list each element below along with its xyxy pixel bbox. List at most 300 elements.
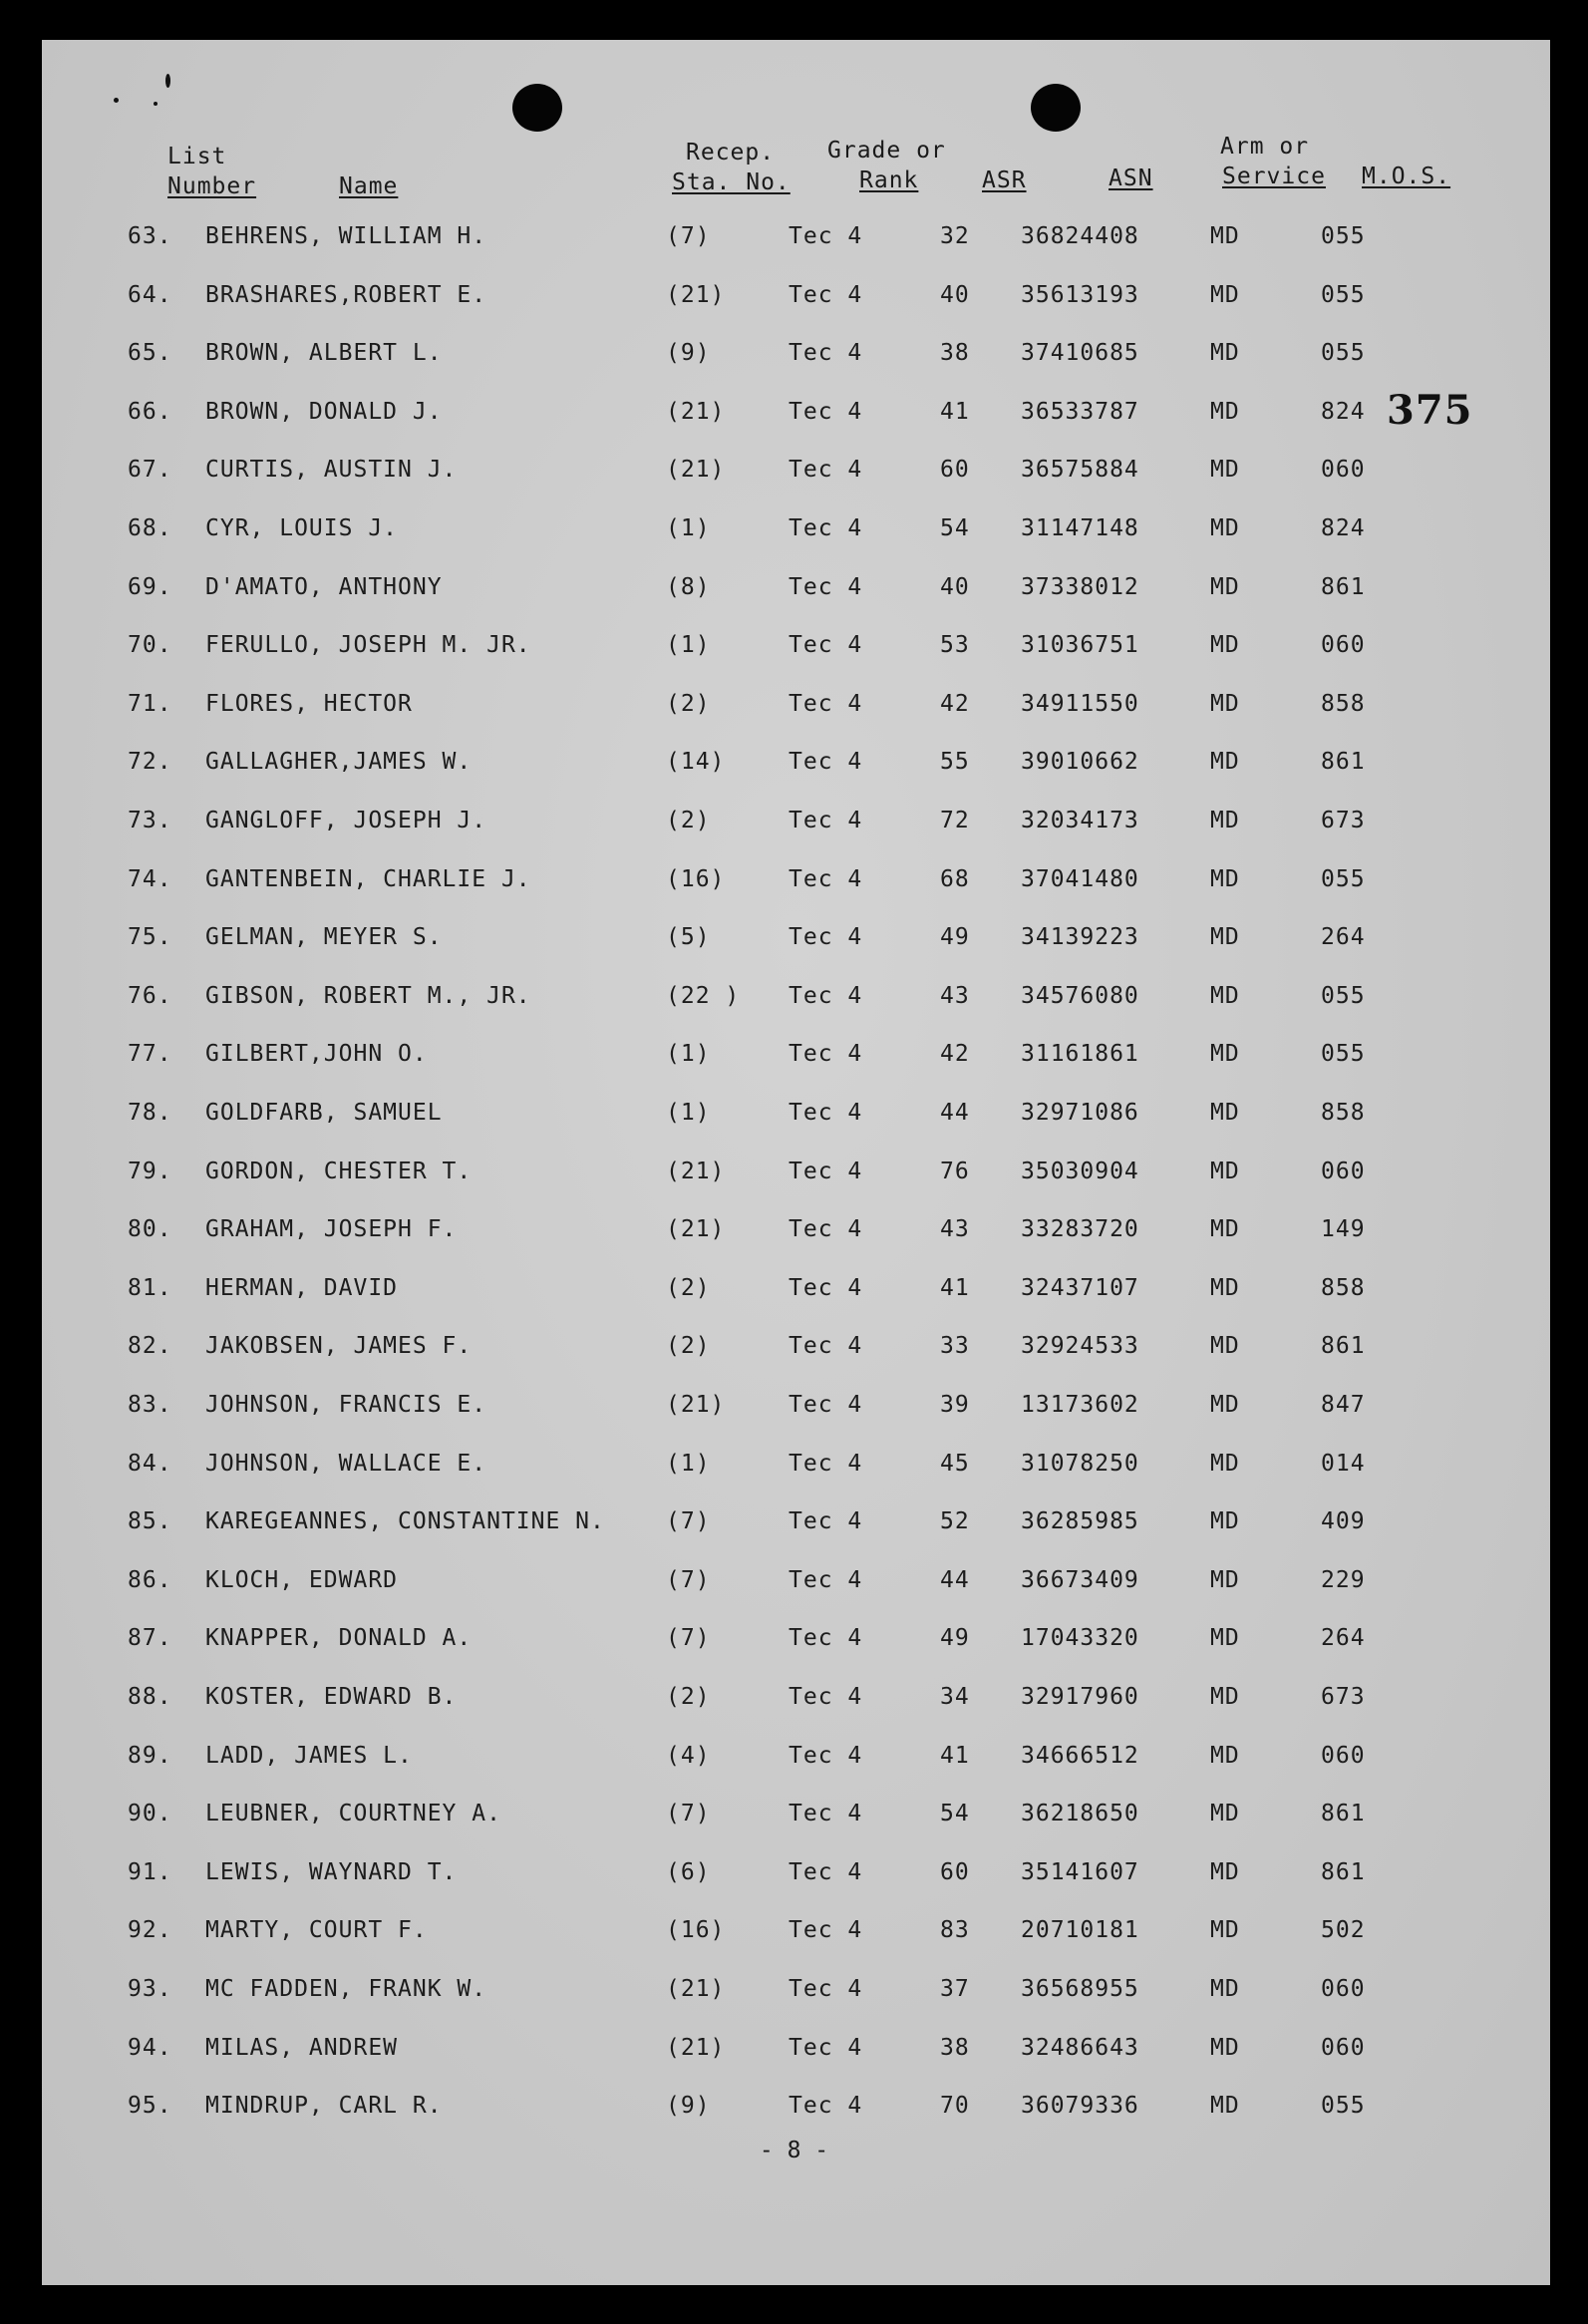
reception-station: (21) (666, 1976, 726, 2002)
reception-station: (1) (666, 515, 711, 541)
table-row (0, 1686, 1588, 1726)
table-row (0, 1043, 1588, 1083)
army-serial-number: 36285985 (1021, 1508, 1139, 1535)
army-serial-number: 37410685 (1021, 340, 1139, 367)
arm-service: MD (1210, 1801, 1240, 1827)
list-number: 77. (128, 1041, 172, 1068)
reception-station: (2) (666, 1684, 711, 1710)
mos-code: 824 (1321, 515, 1366, 541)
army-serial-number: 36575884 (1021, 457, 1139, 484)
asr-score: 55 (940, 749, 970, 776)
asr-score: 83 (940, 1917, 970, 1944)
soldier-name: GALLAGHER,JAMES W. (205, 749, 473, 776)
asr-score: 41 (940, 1274, 970, 1301)
army-serial-number: 34576080 (1021, 982, 1139, 1009)
reception-station: (21) (666, 457, 726, 484)
table-row (0, 225, 1588, 265)
reception-station: (21) (666, 281, 726, 308)
asr-score: 72 (940, 808, 970, 833)
soldier-name: FLORES, HECTOR (205, 690, 413, 717)
list-number: 80. (128, 1216, 172, 1243)
reception-station: (2) (666, 690, 711, 717)
reception-station: (9) (666, 340, 711, 367)
reception-station: (21) (666, 1392, 726, 1418)
list-number: 91. (128, 1858, 172, 1885)
list-number: 85. (128, 1508, 172, 1535)
reception-station: (1) (666, 1450, 711, 1477)
mos-code: 858 (1321, 1100, 1366, 1126)
army-serial-number: 31036751 (1021, 632, 1139, 659)
page-number: - 8 - (759, 2138, 829, 2163)
list-number: 73. (128, 808, 172, 833)
mos-code: 014 (1321, 1450, 1366, 1477)
arm-service: MD (1210, 749, 1240, 776)
reception-station: (1) (666, 632, 711, 659)
list-number: 79. (128, 1158, 172, 1184)
list-number: 66. (128, 398, 172, 425)
mos-code: 858 (1321, 1274, 1366, 1301)
mos-code: 673 (1321, 1684, 1366, 1710)
mos-code: 060 (1321, 1976, 1366, 2002)
list-number: 67. (128, 457, 172, 484)
table-row (0, 810, 1588, 849)
asr-score: 41 (940, 1742, 970, 1769)
stamped-number: 375 (1387, 387, 1473, 434)
reception-station: (9) (666, 2093, 711, 2120)
reception-station: (7) (666, 223, 711, 249)
table-row (0, 1218, 1588, 1258)
reception-station: (6) (666, 1858, 711, 1885)
asr-score: 76 (940, 1158, 970, 1184)
soldier-name: MINDRUP, CARL R. (205, 2093, 443, 2120)
reception-station: (21) (666, 398, 726, 425)
grade-rank: Tec 4 (789, 1041, 863, 1068)
list-number: 82. (128, 1333, 172, 1360)
header-asn: ASN (1109, 166, 1153, 191)
grade-rank: Tec 4 (789, 1976, 863, 2002)
soldier-name: KOSTER, EDWARD B. (205, 1684, 458, 1710)
army-serial-number: 34139223 (1021, 924, 1139, 951)
army-serial-number: 34911550 (1021, 690, 1139, 717)
arm-service: MD (1210, 1917, 1240, 1944)
army-serial-number: 36533787 (1021, 398, 1139, 425)
mos-code: 861 (1321, 1333, 1366, 1360)
reception-station: (7) (666, 1625, 711, 1652)
soldier-name: GANGLOFF, JOSEPH J. (205, 808, 487, 833)
mos-code: 264 (1321, 1625, 1366, 1652)
reception-station: (2) (666, 1274, 711, 1301)
grade-rank: Tec 4 (789, 924, 863, 951)
mos-code: 055 (1321, 340, 1366, 367)
list-number: 74. (128, 865, 172, 892)
list-number: 78. (128, 1100, 172, 1126)
grade-rank: Tec 4 (789, 1508, 863, 1535)
reception-station: (16) (666, 865, 726, 892)
header-list-number-line1: List (167, 144, 227, 169)
asr-score: 34 (940, 1684, 970, 1710)
table-row (0, 1102, 1588, 1142)
reception-station: (2) (666, 1333, 711, 1360)
reception-station: (5) (666, 924, 711, 951)
grade-rank: Tec 4 (789, 1158, 863, 1184)
mos-code: 264 (1321, 924, 1366, 951)
list-number: 63. (128, 223, 172, 249)
table-row (0, 459, 1588, 498)
army-serial-number: 31161861 (1021, 1041, 1139, 1068)
list-number: 69. (128, 573, 172, 600)
grade-rank: Tec 4 (789, 808, 863, 833)
mos-code: 055 (1321, 2093, 1366, 2120)
grade-rank: Tec 4 (789, 2034, 863, 2061)
reception-station: (8) (666, 573, 711, 600)
army-serial-number: 33283720 (1021, 1216, 1139, 1243)
table-row (0, 1510, 1588, 1550)
grade-rank: Tec 4 (789, 515, 863, 541)
soldier-name: BRASHARES,ROBERT E. (205, 281, 487, 308)
reception-station: (2) (666, 808, 711, 833)
mos-code: 861 (1321, 1801, 1366, 1827)
list-number: 65. (128, 340, 172, 367)
arm-service: MD (1210, 924, 1240, 951)
list-number: 93. (128, 1976, 172, 2002)
arm-service: MD (1210, 1450, 1240, 1477)
grade-rank: Tec 4 (789, 1684, 863, 1710)
grade-rank: Tec 4 (789, 1216, 863, 1243)
soldier-name: CURTIS, AUSTIN J. (205, 457, 458, 484)
table-row (0, 398, 1588, 441)
ink-speck (165, 74, 170, 88)
list-number: 68. (128, 515, 172, 541)
asr-score: 54 (940, 1801, 970, 1827)
grade-rank: Tec 4 (789, 1742, 863, 1769)
soldier-name: JAKOBSEN, JAMES F. (205, 1333, 473, 1360)
table-row (0, 1274, 1588, 1317)
grade-rank: Tec 4 (789, 1566, 863, 1593)
soldier-name: GANTENBEIN, CHARLIE J. (205, 865, 531, 892)
header-recep-line1: Recep. (686, 140, 776, 166)
arm-service: MD (1210, 808, 1240, 833)
arm-service: MD (1210, 1976, 1240, 2002)
army-serial-number: 17043320 (1021, 1625, 1139, 1652)
list-number: 70. (128, 632, 172, 659)
mos-code: 149 (1321, 1216, 1366, 1243)
soldier-name: GELMAN, MEYER S. (205, 924, 443, 951)
asr-score: 38 (940, 2034, 970, 2061)
grade-rank: Tec 4 (789, 632, 863, 659)
header-grade-line2: Rank (859, 167, 919, 193)
army-serial-number: 31078250 (1021, 1450, 1139, 1477)
asr-score: 44 (940, 1566, 970, 1593)
list-number: 92. (128, 1917, 172, 1944)
arm-service: MD (1210, 2093, 1240, 2120)
grade-rank: Tec 4 (789, 2093, 863, 2120)
mos-code: 824 (1321, 398, 1366, 425)
table-row (0, 2095, 1588, 2135)
table-row (0, 690, 1588, 733)
header-asr: ASR (982, 167, 1027, 193)
asr-score: 41 (940, 398, 970, 425)
asr-score: 32 (940, 223, 970, 249)
list-number: 89. (128, 1742, 172, 1769)
asr-score: 68 (940, 865, 970, 892)
list-number: 88. (128, 1684, 172, 1710)
army-serial-number: 20710181 (1021, 1917, 1139, 1944)
soldier-name: GILBERT,JOHN O. (205, 1041, 428, 1068)
table-row (0, 281, 1588, 324)
reception-station: (16) (666, 1917, 726, 1944)
arm-service: MD (1210, 515, 1240, 541)
arm-service: MD (1210, 1625, 1240, 1652)
table-row (0, 926, 1588, 966)
asr-score: 37 (940, 1976, 970, 2002)
arm-service: MD (1210, 1742, 1240, 1769)
soldier-name: BROWN, ALBERT L. (205, 340, 443, 367)
table-row (0, 1158, 1588, 1200)
asr-score: 38 (940, 340, 970, 367)
reception-station: (7) (666, 1566, 711, 1593)
reception-station: (21) (666, 1158, 726, 1184)
mos-code: 229 (1321, 1566, 1366, 1593)
grade-rank: Tec 4 (789, 982, 863, 1009)
header-name: Name (339, 173, 399, 199)
mos-code: 060 (1321, 632, 1366, 659)
army-serial-number: 36218650 (1021, 1801, 1139, 1827)
mos-code: 060 (1321, 457, 1366, 484)
mos-code: 502 (1321, 1917, 1366, 1944)
header-recep-line2: Sta. No. (672, 169, 791, 195)
mos-code: 409 (1321, 1508, 1366, 1535)
arm-service: MD (1210, 865, 1240, 892)
soldier-name: GOLDFARB, SAMUEL (205, 1100, 443, 1126)
soldier-name: LEUBNER, COURTNEY A. (205, 1801, 501, 1827)
reception-station: (1) (666, 1041, 711, 1068)
soldier-name: KLOCH, EDWARD (205, 1566, 399, 1593)
mos-code: 055 (1321, 1041, 1366, 1068)
soldier-name: GIBSON, ROBERT M., JR. (205, 982, 531, 1009)
asr-score: 43 (940, 1216, 970, 1243)
table-row (0, 1919, 1588, 1959)
army-serial-number: 31147148 (1021, 515, 1139, 541)
grade-rank: Tec 4 (789, 457, 863, 484)
asr-score: 43 (940, 982, 970, 1009)
grade-rank: Tec 4 (789, 1801, 863, 1827)
list-number: 72. (128, 749, 172, 776)
army-serial-number: 35141607 (1021, 1858, 1139, 1885)
list-number: 81. (128, 1274, 172, 1301)
list-number: 76. (128, 982, 172, 1009)
list-number: 71. (128, 690, 172, 717)
arm-service: MD (1210, 223, 1240, 249)
army-serial-number: 36673409 (1021, 1566, 1139, 1593)
army-serial-number: 13173602 (1021, 1392, 1139, 1418)
army-serial-number: 36824408 (1021, 223, 1139, 249)
mos-code: 060 (1321, 1742, 1366, 1769)
mos-code: 055 (1321, 865, 1366, 892)
arm-service: MD (1210, 1100, 1240, 1126)
header-list-number-line2: Number (167, 173, 257, 199)
asr-score: 33 (940, 1333, 970, 1360)
arm-service: MD (1210, 1858, 1240, 1885)
arm-service: MD (1210, 982, 1240, 1009)
soldier-name: FERULLO, JOSEPH M. JR. (205, 632, 531, 659)
asr-score: 45 (940, 1450, 970, 1477)
grade-rank: Tec 4 (789, 865, 863, 892)
soldier-name: HERMAN, DAVID (205, 1274, 399, 1301)
table-row (0, 2034, 1588, 2077)
grade-rank: Tec 4 (789, 340, 863, 367)
table-row (0, 517, 1588, 557)
army-serial-number: 39010662 (1021, 749, 1139, 776)
army-serial-number: 37041480 (1021, 865, 1139, 892)
table-row (0, 1566, 1588, 1609)
asr-score: 40 (940, 573, 970, 600)
list-number: 94. (128, 2034, 172, 2061)
soldier-name: LEWIS, WAYNARD T. (205, 1858, 458, 1885)
arm-service: MD (1210, 1333, 1240, 1360)
mos-code: 847 (1321, 1392, 1366, 1418)
asr-score: 60 (940, 1858, 970, 1885)
table-row (0, 1394, 1588, 1434)
arm-service: MD (1210, 690, 1240, 717)
asr-score: 42 (940, 1041, 970, 1068)
mos-code: 055 (1321, 281, 1366, 308)
grade-rank: Tec 4 (789, 398, 863, 425)
arm-service: MD (1210, 1566, 1240, 1593)
reception-station: (22 ) (666, 982, 741, 1009)
list-number: 75. (128, 924, 172, 951)
table-row (0, 1335, 1588, 1375)
ink-speck (114, 98, 119, 103)
grade-rank: Tec 4 (789, 1274, 863, 1301)
soldier-name: LADD, JAMES L. (205, 1742, 413, 1769)
arm-service: MD (1210, 1392, 1240, 1418)
reception-station: (7) (666, 1508, 711, 1535)
arm-service: MD (1210, 2034, 1240, 2061)
soldier-name: JOHNSON, WALLACE E. (205, 1450, 487, 1477)
arm-service: MD (1210, 1684, 1240, 1710)
soldier-name: MILAS, ANDREW (205, 2034, 399, 2061)
arm-service: MD (1210, 1274, 1240, 1301)
asr-score: 49 (940, 924, 970, 951)
army-serial-number: 36568955 (1021, 1976, 1139, 2002)
list-number: 95. (128, 2093, 172, 2120)
asr-score: 54 (940, 515, 970, 541)
arm-service: MD (1210, 1041, 1240, 1068)
asr-score: 60 (940, 457, 970, 484)
mos-code: 060 (1321, 1158, 1366, 1184)
arm-service: MD (1210, 281, 1240, 308)
list-number: 87. (128, 1625, 172, 1652)
asr-score: 70 (940, 2093, 970, 2120)
table-row (0, 1858, 1588, 1901)
mos-code: 861 (1321, 749, 1366, 776)
army-serial-number: 32917960 (1021, 1684, 1139, 1710)
soldier-name: BROWN, DONALD J. (205, 398, 443, 425)
mos-code: 055 (1321, 223, 1366, 249)
reception-station: (21) (666, 2034, 726, 2061)
table-row (0, 751, 1588, 791)
table-row (0, 982, 1588, 1025)
asr-score: 52 (940, 1508, 970, 1535)
table-row (0, 1450, 1588, 1493)
header-arm-line1: Arm or (1220, 134, 1310, 160)
soldier-name: GRAHAM, JOSEPH F. (205, 1216, 458, 1243)
grade-rank: Tec 4 (789, 1450, 863, 1477)
table-row (0, 1978, 1588, 2018)
asr-score: 42 (940, 690, 970, 717)
header-arm-line2: Service (1222, 164, 1326, 189)
grade-rank: Tec 4 (789, 690, 863, 717)
grade-rank: Tec 4 (789, 573, 863, 600)
army-serial-number: 35030904 (1021, 1158, 1139, 1184)
header-mos: M.O.S. (1362, 164, 1451, 189)
soldier-name: D'AMATO, ANTHONY (205, 573, 443, 600)
reception-station: (7) (666, 1801, 711, 1827)
soldier-name: KAREGEANNES, CONSTANTINE N. (205, 1508, 605, 1535)
mos-code: 861 (1321, 1858, 1366, 1885)
army-serial-number: 37338012 (1021, 573, 1139, 600)
grade-rank: Tec 4 (789, 1917, 863, 1944)
reception-station: (21) (666, 1216, 726, 1243)
list-number: 64. (128, 281, 172, 308)
list-number: 86. (128, 1566, 172, 1593)
soldier-name: MARTY, COURT F. (205, 1917, 428, 1944)
army-serial-number: 32971086 (1021, 1100, 1139, 1126)
army-serial-number: 32034173 (1021, 808, 1139, 833)
grade-rank: Tec 4 (789, 1100, 863, 1126)
soldier-name: KNAPPER, DONALD A. (205, 1625, 473, 1652)
grade-rank: Tec 4 (789, 1392, 863, 1418)
mos-code: 673 (1321, 808, 1366, 833)
list-number: 83. (128, 1392, 172, 1418)
army-serial-number: 35613193 (1021, 281, 1139, 308)
arm-service: MD (1210, 632, 1240, 659)
army-serial-number: 32437107 (1021, 1274, 1139, 1301)
arm-service: MD (1210, 1158, 1240, 1184)
grade-rank: Tec 4 (789, 1625, 863, 1652)
army-serial-number: 34666512 (1021, 1742, 1139, 1769)
table-row (0, 342, 1588, 382)
mos-code: 055 (1321, 982, 1366, 1009)
table-row (0, 865, 1588, 908)
grade-rank: Tec 4 (789, 1333, 863, 1360)
table-row (0, 634, 1588, 674)
soldier-name: BEHRENS, WILLIAM H. (205, 223, 487, 249)
grade-rank: Tec 4 (789, 1858, 863, 1885)
reception-station: (1) (666, 1100, 711, 1126)
reception-station: (4) (666, 1742, 711, 1769)
soldier-name: CYR, LOUIS J. (205, 515, 399, 541)
grade-rank: Tec 4 (789, 281, 863, 308)
arm-service: MD (1210, 1508, 1240, 1535)
soldier-name: MC FADDEN, FRANK W. (205, 1976, 487, 2002)
soldier-name: JOHNSON, FRANCIS E. (205, 1392, 487, 1418)
mos-code: 858 (1321, 690, 1366, 717)
list-number: 90. (128, 1801, 172, 1827)
mos-code: 060 (1321, 2034, 1366, 2061)
table-row (0, 573, 1588, 616)
asr-score: 49 (940, 1625, 970, 1652)
army-serial-number: 32486643 (1021, 2034, 1139, 2061)
arm-service: MD (1210, 398, 1240, 425)
army-serial-number: 36079336 (1021, 2093, 1139, 2120)
grade-rank: Tec 4 (789, 223, 863, 249)
table-row (0, 1627, 1588, 1667)
punch-hole-right (1031, 84, 1081, 132)
army-serial-number: 32924533 (1021, 1333, 1139, 1360)
asr-score: 44 (940, 1100, 970, 1126)
arm-service: MD (1210, 573, 1240, 600)
